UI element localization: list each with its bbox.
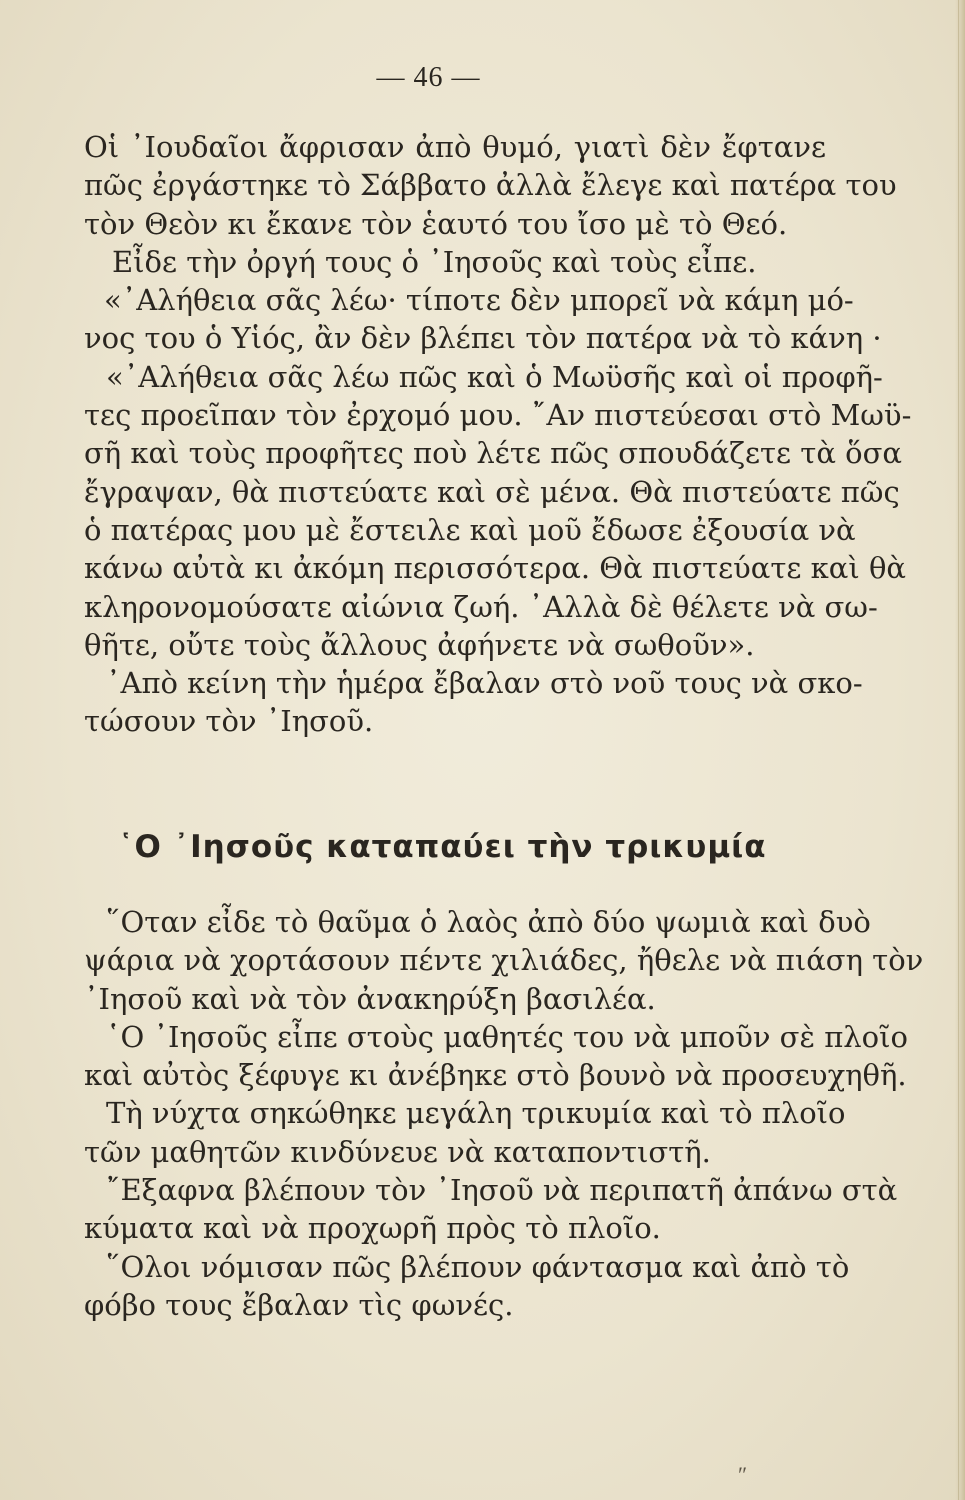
text-line: ῎Εξαφνα βλέπουν τὸν ᾿Ιησοῦ νὰ περιπατῆ ἀπάνω στὰ: [106, 1173, 898, 1208]
text-line: ᾿Ιησοῦ καὶ νὰ τὸν ἀνακηρύξη βασιλέα.: [84, 981, 656, 1016]
text-line: Εἶδε τὴν ὀργή τους ὁ ᾿Ιησοῦς καὶ τοὺς εἶπε.: [112, 244, 757, 279]
text-line: τώσουν τὸν ᾿Ιησοῦ.: [84, 704, 374, 739]
text-line: νος του ὁ Υἱός, ἂν δὲν βλέπει τὸν πατέρα νὰ τὸ κάνη ·: [84, 321, 882, 356]
page-number: — 46 —: [376, 62, 481, 93]
text-line: κύματα καὶ νὰ προχωρῆ πρὸς τὸ πλοῖο.: [84, 1211, 661, 1246]
text-line: «᾿Αλήθεια σᾶς λέω· τίποτε δὲν μπορεῖ νὰ κάμη μό-: [104, 283, 854, 318]
text-line: ῾Ο ᾿Ιησοῦς εἶπε στοὺς μαθητές του νὰ μποῦν σὲ πλοῖο: [106, 1019, 908, 1054]
text-line: σῆ καὶ τοὺς προφῆτες ποὺ λέτε πῶς σπουδάζετε τὰ ὅσα: [84, 436, 902, 471]
text-line: «᾿Αλήθεια σᾶς λέω πῶς καὶ ὁ Μωϋσῆς καὶ οἱ προφῆ-: [106, 359, 883, 394]
text-line: ὁ πατέρας μου μὲ ἔστειλε καὶ μοῦ ἔδωσε ἐξουσία νὰ: [84, 512, 856, 547]
text-line: θῆτε, οὔτε τοὺς ἄλλους ἀφήνετε νὰ σωθοῦν».: [84, 627, 755, 662]
text-line: ῞Οταν εἶδε τὸ θαῦμα ὁ λαὸς ἀπὸ δύο ψωμιὰ καὶ δυὸ: [106, 905, 871, 939]
text-line: πῶς ἐργάστηκε τὸ Σάββατο ἀλλὰ ἔλεγε καὶ πατέρα του: [84, 168, 897, 203]
text-line: ᾿Απὸ κείνη τὴν ἡμέρα ἔβαλαν στὸ νοῦ τους νὰ σκο-: [106, 666, 863, 701]
bottom-pencil-mark: ″: [738, 1462, 748, 1487]
text-line: καὶ αὐτὸς ξέφυγε κι ἀνέβηκε στὸ βουνὸ νὰ προσευχηθῆ.: [84, 1058, 907, 1093]
page-edge-line: [958, 0, 959, 1500]
text-line: φόβο τους ἔβαλαν τὶς φωνές.: [84, 1287, 514, 1322]
text-line: κληρονομούσατε αἰώνια ζωή. ᾿Αλλὰ δὲ θέλετε νὰ σω-: [84, 589, 878, 624]
paragraph-block-2: [84, 903, 924, 1324]
text-line: ῞Ολοι νόμισαν πῶς βλέπουν φάντασμα καὶ ἀπὸ τὸ: [106, 1249, 850, 1284]
text-line: τες προεῖπαν τὸν ἐρχομό μου. ῎Αν πιστεύεσαι στὸ Μωϋ-: [84, 398, 912, 433]
text-line: Τὴ νύχτα σηκώθηκε μεγάλη τρικυμία καὶ τὸ πλοῖο: [106, 1096, 846, 1131]
page-edge-shadow: [955, 0, 965, 1500]
text-line: Οἱ ᾿Ιουδαῖοι ἄφρισαν ἀπὸ θυμό, γιατὶ δὲν ἔφτανε: [84, 130, 826, 164]
text-line: ψάρια νὰ χορτάσουν πέντε χιλιάδες, ἤθελε νὰ πιάση τὸν: [84, 943, 924, 978]
text-line: τῶν μαθητῶν κινδύνευε νὰ καταποντιστῆ.: [84, 1134, 711, 1169]
paragraph-block-1: [84, 128, 912, 741]
text-line: τὸν Θεὸν κι ἔκανε τὸν ἑαυτό του ἴσο μὲ τὸ Θεό.: [84, 206, 788, 241]
section-heading: ῾Ο ᾿Ιησοῦς καταπαύει τὴν τρικυμία: [118, 829, 767, 865]
text-line: κάνω αὐτὰ κι ἀκόμη περισσότερα. Θὰ πιστεύατε καὶ θὰ: [84, 551, 906, 586]
text-line: ἔγραψαν, θὰ πιστεύατε καὶ σὲ μένα. Θὰ πιστεύατε πῶς: [84, 474, 900, 509]
